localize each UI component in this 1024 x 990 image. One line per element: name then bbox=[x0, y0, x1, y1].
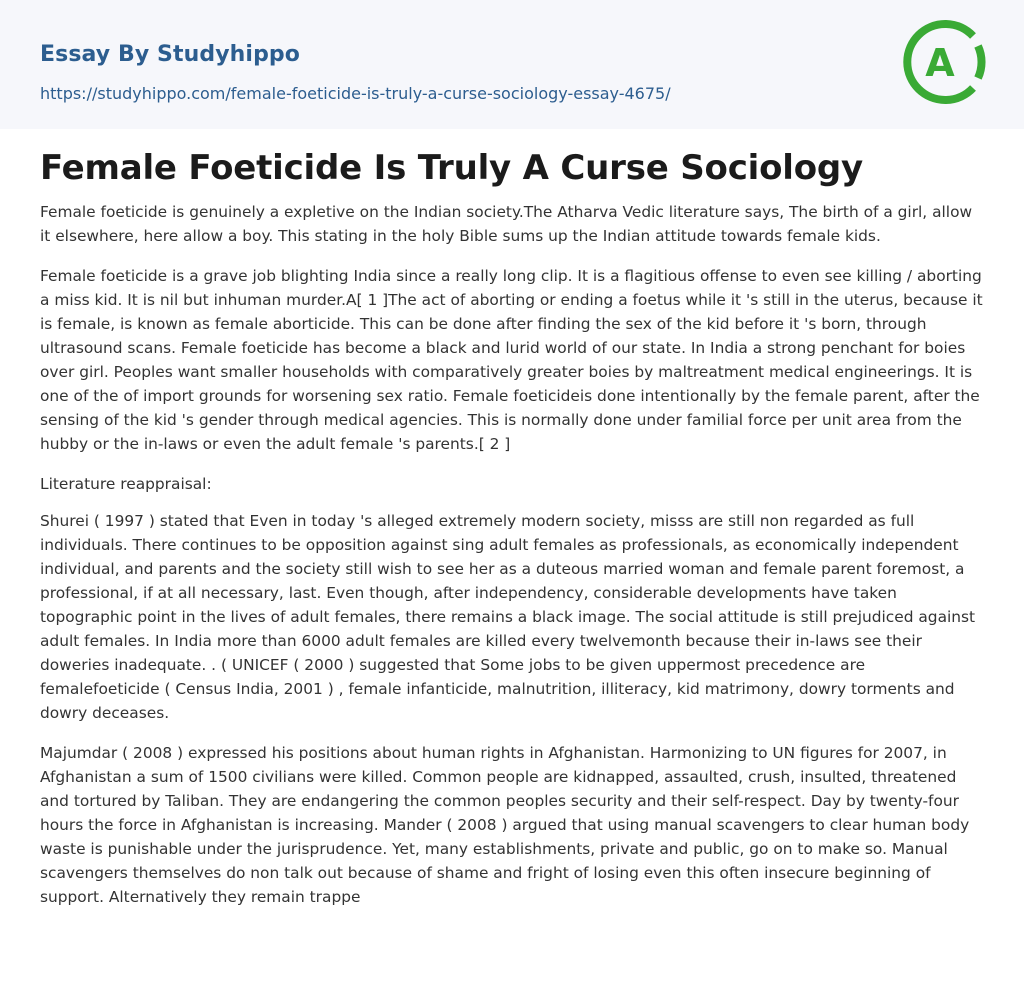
essay-paragraph-1: Female foeticide is genuinely a expletive on the Indian society.The Atharva Vedic literature says, The birth of a girl, allow it elsewhere, here allow a boy. This stating in the holy Bible sums up the Indian attitude towards female kids. bbox=[40, 203, 973, 245]
source-url-link[interactable]: https://studyhippo.com/female-foeticide-is-truly-a-curse-sociology-essay-4675/ bbox=[40, 84, 671, 103]
logo-letter: A bbox=[925, 41, 955, 85]
logo-ring-right bbox=[978, 46, 982, 78]
site-header bbox=[0, 0, 1024, 129]
essay-paragraph-3: Shurei ( 1997 ) stated that Even in today 's alleged extremely modern society, misss are still non regarded as full individuals. There continues to be opposition against sing adult females as professionals, as economically independent individual, and parents and the society still wish to see her as a duteous married woman and female parent foremost, a professional, if at all necessary, last. Even though, after independency, considerable developments have taken topographic point in the lives of adult females, there remains a black image. The social attitude is still prejudiced against adult females. In India more than 6000 adult females are killed every twelvemonth because their in-laws see their doweries inadequate. . ( UNICEF ( 2000 ) suggested that Some jobs to be given uppermost precedence are femalefoeticide ( Census India, 2001 ) , female infanticide, malnutrition, illiteracy, kid matrimony, dowry torments and dowry deceases. bbox=[40, 512, 976, 722]
literature-review-heading: Literature reappraisal: bbox=[40, 475, 212, 493]
essay-content bbox=[40, 146, 984, 925]
essay-paragraph-2: Female foeticide is a grave job blighting India since a really long clip. It is a flagitious offense to even see killing / aborting a miss kid. It is nil but inhuman murder.A[ 1 ]The act of aborting or ending a foetus while it 's still in the uterus, because it is female, is known as female aborticide. This can be done after finding the sex of the kid before it 's born, through ultrasound scans. Female foeticide has become a black and lurid world of our state. In India a strong penchant for boies over girl. Peoples want smaller households with comparatively greater boies by maltreatment medical engineerings. It is one of the of import grounds for worsening sex ratio. Female foeticideis done intentionally by the female parent, after the sensing of the kid 's gender through medical agencies. This is normally done under familial force per unit area from the hubby or the in-laws or even the adult female 's parents.[ 2 ] bbox=[40, 267, 983, 453]
page-title: Female Foeticide Is Truly A Curse Sociology bbox=[40, 148, 863, 188]
studyhippo-logo-icon[interactable] bbox=[902, 16, 990, 108]
site-title[interactable]: Essay By Studyhippo bbox=[40, 42, 300, 67]
essay-paragraph-4: Majumdar ( 2008 ) expressed his positions about human rights in Afghanistan. Harmonizing to UN figures for 2007, in Afghanistan a sum of 1500 civilians were killed. Common people are kidnapped, assaulted, crush, insulted, threatened and tortured by Taliban. They are endangering the common peoples security and their self-respect. Day by twenty-four hours the force in Afghanistan is increasing. Mander ( 2008 ) argued that using manual scavengers to clear human body waste is punishable under the jurisprudence. Yet, many establishments, private and public, go on to make so. Manual scavengers themselves do non talk out because of shame and fright of losing even this often insecure beginning of support. Alternatively they remain trappe bbox=[40, 744, 970, 906]
